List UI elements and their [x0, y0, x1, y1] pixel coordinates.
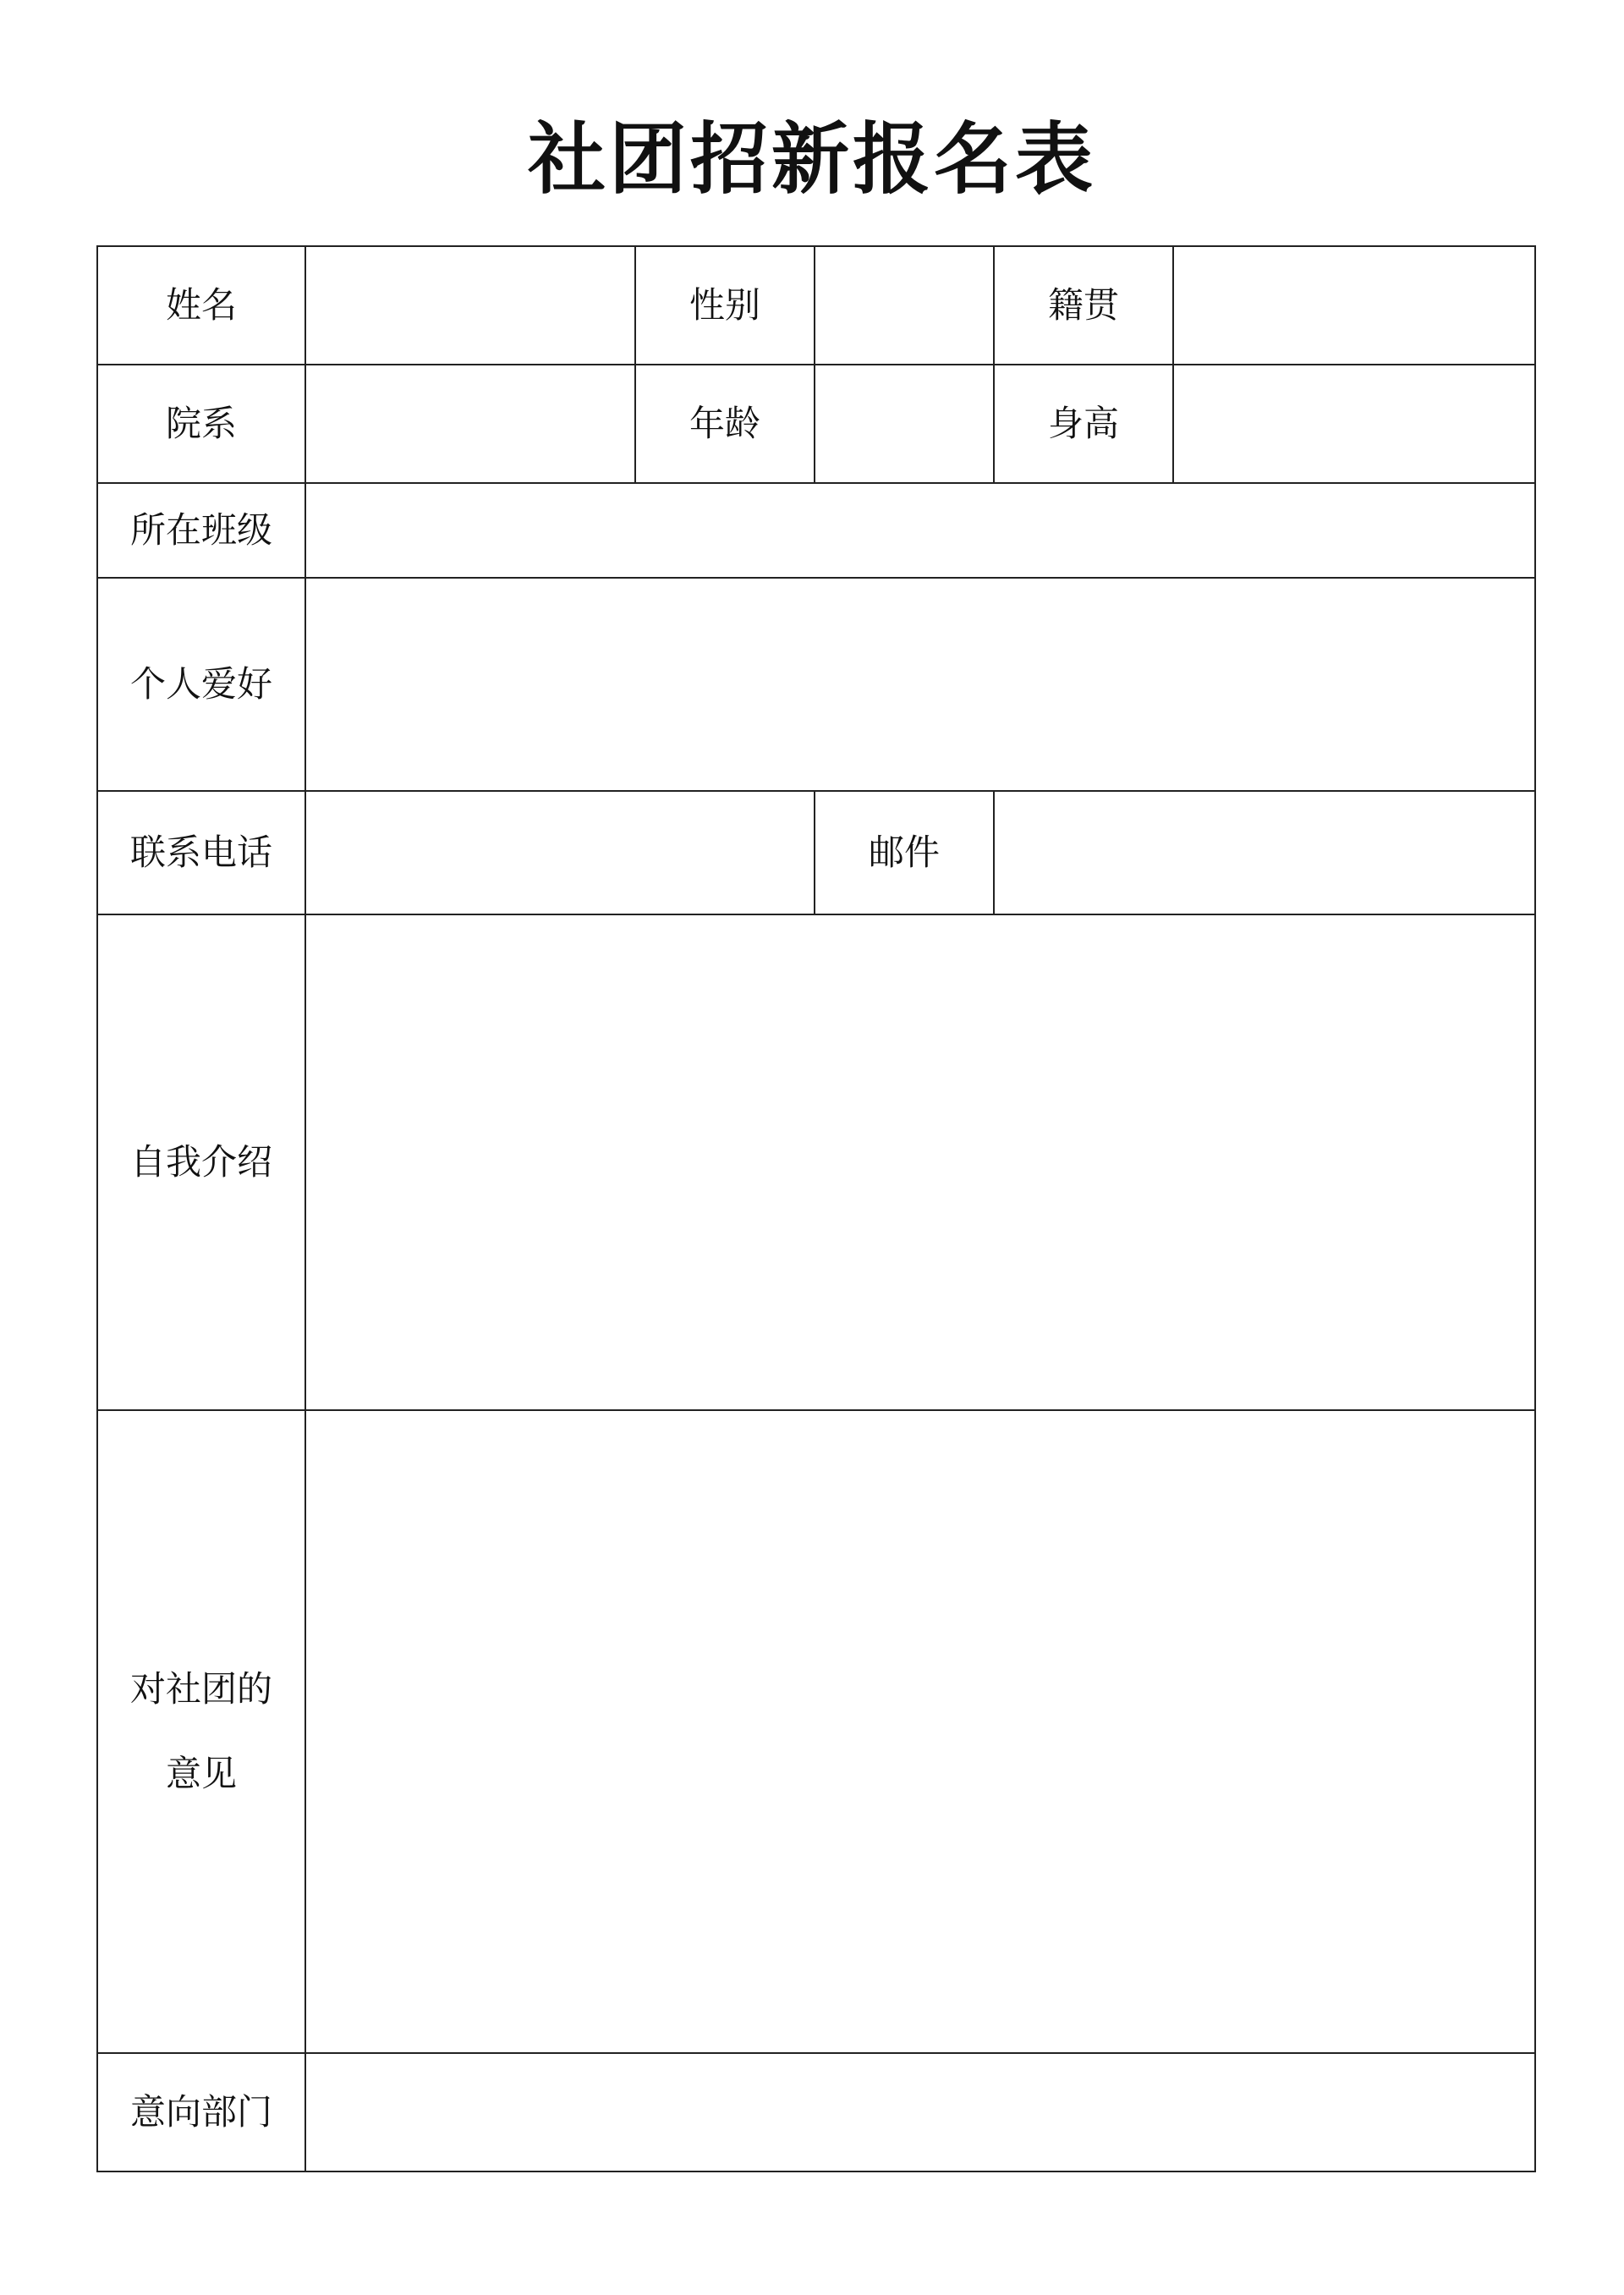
hobbies-field[interactable] — [305, 578, 1535, 791]
opinion-field[interactable] — [305, 1410, 1535, 2053]
table-row — [97, 1410, 1535, 2053]
class-label: 所在班级 — [97, 483, 305, 578]
name-field[interactable] — [305, 246, 635, 365]
hobbies-label: 个人爱好 — [97, 578, 305, 791]
hometown-field[interactable] — [1173, 246, 1535, 365]
table-row — [97, 791, 1535, 914]
opinion-label — [97, 1410, 305, 2053]
email-label: 邮件 — [815, 791, 994, 914]
page-title: 社团招新报名表 — [527, 113, 1096, 205]
table-row — [97, 246, 1535, 365]
gender-field[interactable] — [815, 246, 994, 365]
phone-field[interactable] — [305, 791, 815, 914]
age-label: 年龄 — [635, 365, 815, 483]
opinion-label-line2: 意见 — [165, 1753, 237, 1794]
table-row — [97, 483, 1535, 578]
height-label: 身高 — [994, 365, 1173, 483]
hometown-label: 籍贯 — [994, 246, 1173, 365]
name-label: 姓名 — [97, 246, 305, 365]
department-label: 院系 — [97, 365, 305, 483]
table-row — [97, 365, 1535, 483]
self-intro-field[interactable] — [305, 914, 1535, 1410]
table-row — [97, 578, 1535, 791]
height-field[interactable] — [1173, 365, 1535, 483]
email-field[interactable] — [994, 791, 1535, 914]
age-field[interactable] — [815, 365, 994, 483]
intended-department-label: 意向部门 — [97, 2053, 305, 2171]
department-field[interactable] — [305, 365, 635, 483]
phone-label: 联系电话 — [97, 791, 305, 914]
table-row — [97, 2053, 1535, 2171]
gender-label: 性别 — [635, 246, 815, 365]
self-intro-label: 自我介绍 — [97, 914, 305, 1410]
table-row — [97, 914, 1535, 1410]
registration-form-table — [96, 245, 1536, 2172]
class-field[interactable] — [305, 483, 1535, 578]
intended-department-field[interactable] — [305, 2053, 1535, 2171]
opinion-label-line1: 对社团的 — [129, 1668, 272, 1710]
